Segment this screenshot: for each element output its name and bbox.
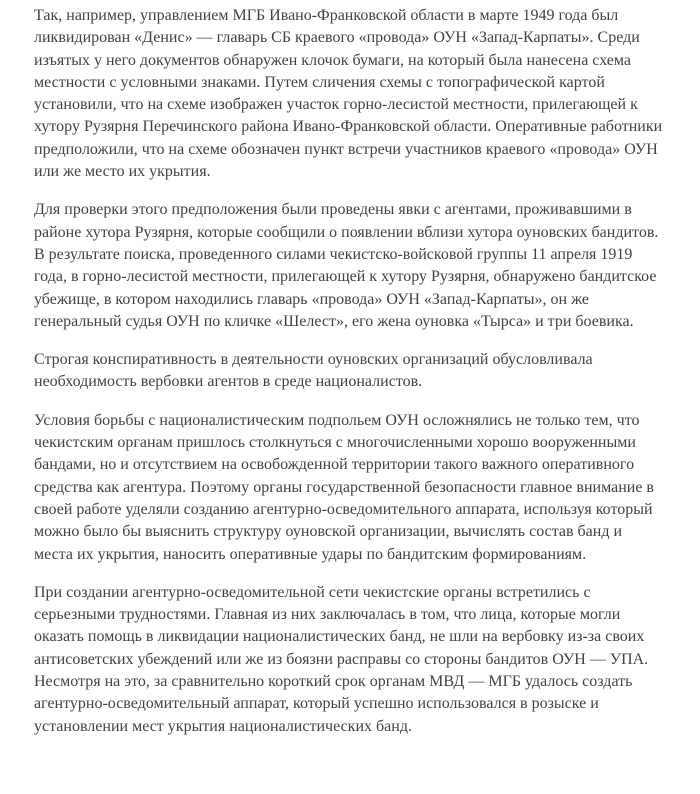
paragraph-1: Так, например, управлением МГБ Ивано-Франковской области в марте 1949 года был ликвидирован «Денис» — главарь СБ краевого «провода» ОУН «Запад-Карпаты». Среди изъятых у него документов обнаружен клочок бумаги, на который была нанесена схема местности с условными знаками. Путем сличения схемы с топографической картой установили, что на схеме изображен участок горно-лесистой местности, прилегающей к хутору Рузярня Перечинского района Ивано-Франковской области. Оперативные работники предположили, что на схеме обозначен пункт встречи участников краевого «провода» ОУН или же место их укрытия.: [34, 7, 663, 181]
paragraph-5: При создании агентурно-осведомительной сети чекистские органы встретились с серьезными трудностями. Главная из них заключалась в том, что лица, которые могли оказать помощь в ликвидации националистических банд, не шли на вербовку из-за своих антисоветских убеждений или же из боязни расправы со стороны бандитов ОУН — УПА. Несмотря на это, за сравнительно короткий срок органам МВД — МГБ удалось создать агентурно-осведомительный аппарат, который успешно использовался в розыске и установлении мест укрытия националистических банд.: [34, 583, 649, 735]
paragraph-4: Условия борьбы с националистическим подпольем ОУН осложнялись не только тем, что чекистским органам пришлось столкнуться с многочисленными хорошо вооруженными бандами, но и отсутствием на освобожденной территории такого важного оперативного средства как агентура. Поэтому органы государственной безопасности главное внимание в своей работе уделяли созданию агентурно-осведомительного аппарата, используя который можно было бы выяснить структуру оуновской организации, вычислять состав банд и места их укрытия, наносить оперативные удары по бандитским формированиям.: [34, 411, 654, 563]
paragraph-2: Для проверки этого предположения были проведены явки с агентами, проживавшими в районе хутора Рузярня, которые сообщили о появлении вблизи хутора оуновских бандитов. В результате поиска, проведенного силами чекистско-войсковой группы 11 апреля 1919 года, в горно-лесистой местности, прилегающей к хутору Рузярня, обнаружено бандитское убежище, в котором находились главарь «провода» ОУН «Запад-Карпаты», он же генеральный судья ОУН по кличке «Шелест», его жена оуновка «Тырса» и три боевика.: [34, 201, 659, 330]
paragraph-3: Строгая конспиративность в деятельности оуновских организаций обусловливала необходимость вербовки агентов в среде националистов.: [34, 351, 593, 391]
